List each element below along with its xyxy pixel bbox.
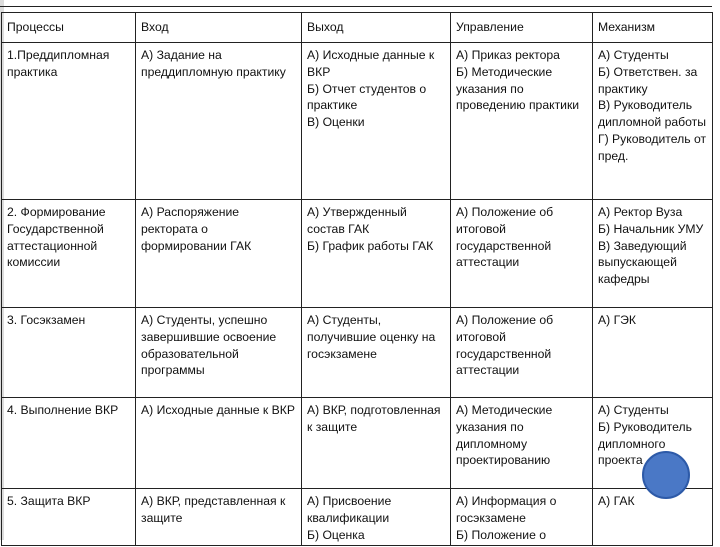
cell-input: А) Задание на преддипломную практику [136,43,302,200]
header-control: Управление [451,13,593,43]
cell-process: 4. Выполнение ВКР [2,398,136,489]
cell-output: А) ВКР, подготовленная к защите [302,398,451,489]
header-row [2,13,713,43]
cell-input: А) Студенты, успешно завершившие освоение образовательной программы [136,308,302,398]
cell-input: А) Исходные данные к ВКР [136,398,302,489]
table-row [2,398,713,489]
cell-output: А) Исходные данные к ВКР Б) Отчет студентов о практике В) Оценки [302,43,451,200]
cell-control: А) Информация о госэкзамене Б) Положение о [451,489,593,546]
slide-dot-icon [642,451,690,499]
table-row [2,43,713,200]
cell-input: А) ВКР, представленная к защите [136,489,302,546]
cell-process: 5. Защита ВКР [2,489,136,546]
cell-mechanism: А) Студенты Б) Руководитель дипломного проекта [593,398,713,489]
cell-control: А) Положение об итоговой государственной аттестации [451,200,593,308]
cell-process: 2. Формирование Государственной аттестационной комиссии [2,200,136,308]
cell-control: А) Методические указания по дипломному проектированию [451,398,593,489]
cell-mechanism: А) ГАК [593,489,713,546]
cell-output: А) Студенты, получившие оценку на госэкзамене [302,308,451,398]
cell-output: А) Утвержденный состав ГАК Б) График работы ГАК [302,200,451,308]
process-table [1,12,713,546]
table-row [2,200,713,308]
cell-mechanism: А) Ректор Вуза Б) Начальник УМУ В) Заведующий выпускающей кафедры [593,200,713,308]
cell-mechanism: А) Студенты Б) Ответствен. за практику В) Руководитель дипломной работы Г) Руководитель от пред. [593,43,713,200]
cell-mechanism: А) ГЭК [593,308,713,398]
cell-process: 1.Преддипломная практика [2,43,136,200]
header-input: Вход [136,13,302,43]
cell-process: 3. Госэкзамен [2,308,136,398]
cell-input: А) Распоряжение ректората о формировании ГАК [136,200,302,308]
cell-control: А) Приказ ректора Б) Методические указания по проведению практики [451,43,593,200]
cell-control: А) Положение об итоговой государственной аттестации [451,308,593,398]
table-row [2,489,713,546]
header-output: Выход [302,13,451,43]
cell-output: А) Присвоение квалификации Б) Оценка [302,489,451,546]
header-processes: Процессы [2,13,136,43]
table-row [2,308,713,398]
header-mechanism: Механизм [593,13,713,43]
